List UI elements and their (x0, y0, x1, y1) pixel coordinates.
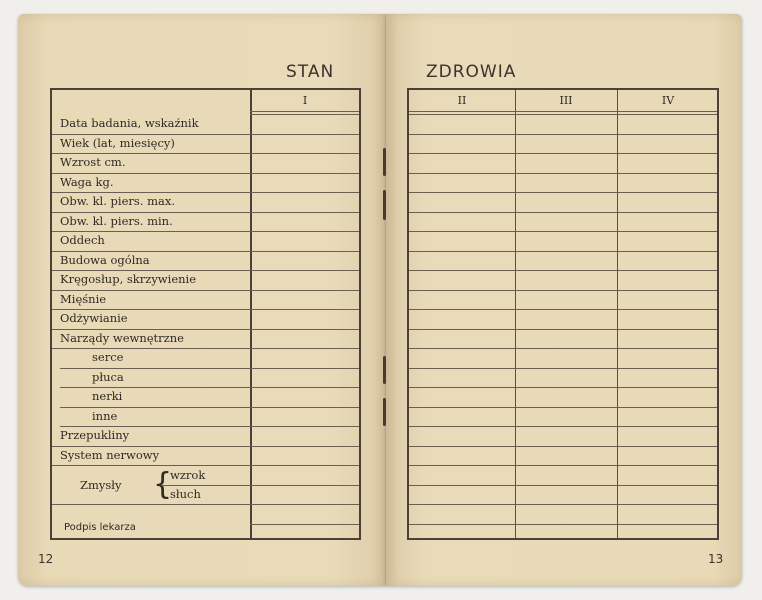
column-header-iii: III (559, 94, 573, 107)
page-number-left: 12 (38, 552, 54, 566)
row-label: Budowa ogólna (60, 252, 150, 267)
row-divider (409, 290, 717, 291)
header-divider (409, 111, 717, 112)
row-divider (409, 348, 717, 349)
row-label-senses: Zmysły (80, 478, 122, 492)
row-label: Przepukliny (60, 428, 130, 442)
senses-divider (162, 485, 250, 486)
column-divider-ii-iii (515, 90, 516, 538)
row-divider (52, 329, 359, 330)
row-divider (52, 192, 359, 193)
row-label-hearing: słuch (170, 487, 201, 501)
doctor-signature-label: Podpis lekarza (64, 522, 136, 533)
row-divider (52, 446, 359, 447)
row-label: płuca (92, 369, 124, 384)
row-label: Wzrost cm. (60, 155, 126, 169)
row-label: Wiek (lat, miesięcy) (60, 135, 175, 150)
row-divider (52, 212, 359, 213)
row-label: Mięśnie (60, 291, 107, 306)
row-divider (409, 485, 717, 486)
row-label: nerki (92, 389, 123, 403)
staple-bottom (383, 356, 386, 384)
row-divider (409, 192, 717, 193)
brace-icon: { (153, 467, 173, 502)
row-divider (52, 465, 359, 466)
row-divider (409, 212, 717, 213)
row-label: inne (92, 408, 118, 423)
row-label: Obw. kl. piers. max. (60, 194, 175, 208)
staple-top-lower (383, 190, 386, 220)
row-divider (409, 446, 717, 447)
row-divider (409, 504, 717, 505)
row-divider (409, 173, 717, 174)
row-label: Odżywianie (60, 311, 128, 325)
row-divider (250, 504, 359, 505)
row-divider (409, 329, 717, 330)
row-divider (409, 231, 717, 232)
row-divider (409, 368, 717, 369)
row-divider (409, 465, 717, 466)
row-divider (409, 309, 717, 310)
row-divider (52, 270, 359, 271)
row-label: Narządy wewnętrzne (60, 330, 184, 345)
health-table-left (50, 88, 361, 540)
row-divider (250, 524, 359, 525)
row-label: Kręgosłup, skrzywienie (60, 272, 197, 286)
column-header-ii: II (457, 94, 467, 107)
row-divider (60, 407, 359, 408)
row-divider (409, 153, 717, 154)
row-label: Data badania, wskaźnik (60, 116, 199, 130)
staple-bottom-lower (383, 398, 386, 426)
row-divider (409, 270, 717, 271)
heading-zdrowia: ZDROWIA (426, 62, 517, 82)
row-divider (60, 368, 359, 369)
row-label: Obw. kl. piers. min. (60, 213, 173, 228)
health-table-right (407, 88, 719, 540)
column-divider-iii-iv (617, 90, 618, 538)
row-divider (52, 348, 359, 349)
row-divider (52, 290, 359, 291)
row-label: Waga kg. (60, 174, 114, 189)
row-divider (52, 251, 359, 252)
row-divider (52, 173, 359, 174)
row-divider (52, 309, 359, 310)
senses-bottom-divider (52, 504, 250, 505)
label-column-divider (250, 90, 252, 538)
header-divider-double (250, 114, 359, 115)
heading-stan: STAN (286, 62, 335, 82)
row-label-sight: wzrok (170, 468, 206, 482)
header-divider (250, 111, 359, 112)
column-header-i: I (302, 94, 308, 107)
row-divider (60, 426, 359, 427)
row-divider (409, 134, 717, 135)
staple-top (383, 148, 386, 176)
row-label: serce (92, 350, 124, 364)
row-label: Oddech (60, 233, 105, 247)
column-header-iv: IV (661, 94, 675, 107)
row-divider (409, 387, 717, 388)
row-divider (60, 387, 359, 388)
header-divider-double (409, 114, 717, 115)
row-divider (52, 134, 359, 135)
row-divider (409, 524, 717, 525)
row-divider (52, 231, 359, 232)
row-divider (409, 407, 717, 408)
row-divider (409, 426, 717, 427)
page-number-right: 13 (708, 552, 724, 566)
row-divider (250, 485, 359, 486)
row-label: System nerwowy (60, 447, 160, 462)
row-divider (409, 251, 717, 252)
row-divider (52, 153, 359, 154)
